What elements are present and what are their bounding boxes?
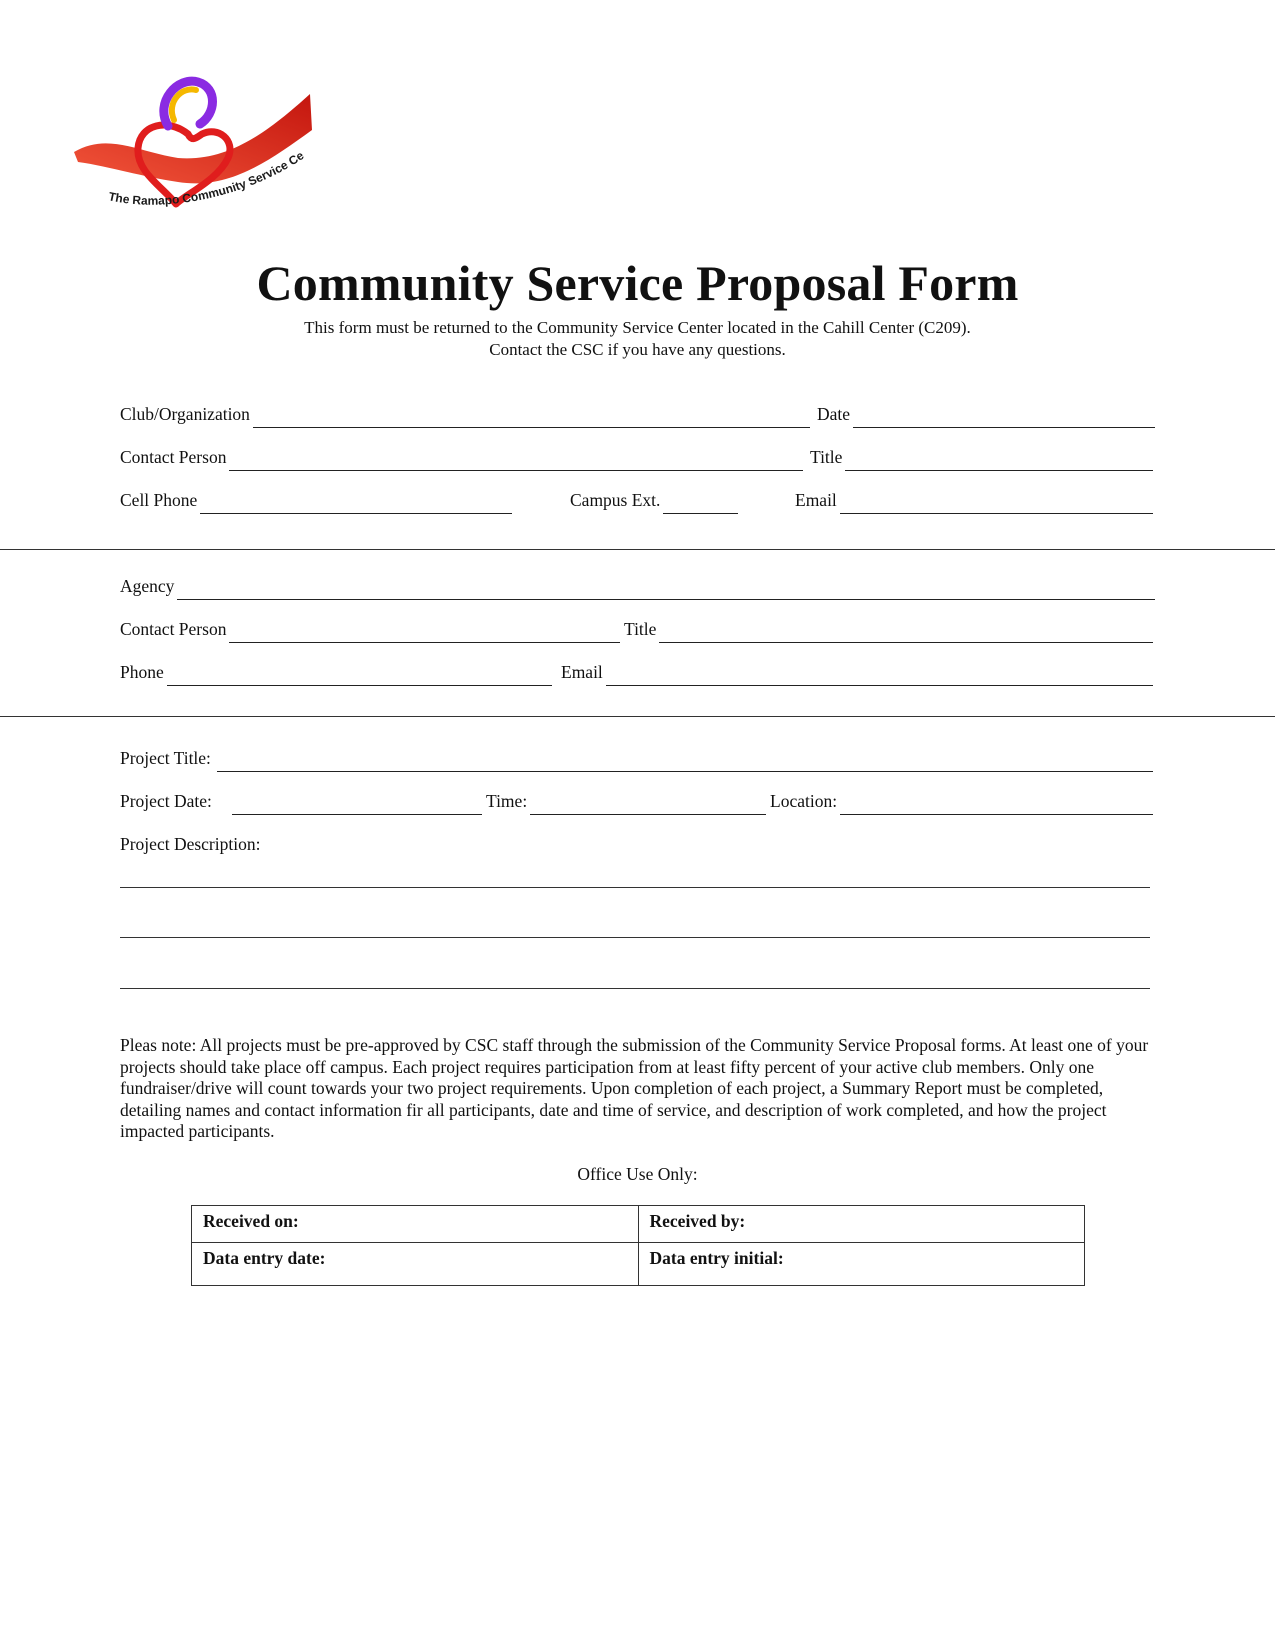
club-campus-ext-label: Campus Ext. xyxy=(570,490,661,510)
club-contact-person-input[interactable] xyxy=(229,452,803,471)
agency-row-2 xyxy=(120,619,1155,643)
project-title-field xyxy=(120,748,1153,772)
club-date-input[interactable] xyxy=(853,409,1155,428)
club-campus-ext-field xyxy=(570,490,738,514)
table-row xyxy=(192,1206,1085,1243)
office-use-heading: Office Use Only: xyxy=(577,1164,698,1184)
subtitle-line-2: Contact the CSC if you have any questions. xyxy=(489,340,786,359)
club-row-3 xyxy=(120,490,1155,514)
club-cell-phone-label: Cell Phone xyxy=(120,490,198,510)
received-by-cell[interactable] xyxy=(638,1206,1085,1243)
club-title-label: Title xyxy=(810,447,843,467)
subtitle-line-1: This form must be returned to the Community Service Center located in the Cahill Center (C209). xyxy=(304,318,971,337)
received-on-cell[interactable] xyxy=(192,1206,639,1243)
club-title-input[interactable] xyxy=(845,452,1153,471)
club-contact-person-label: Contact Person xyxy=(120,447,227,467)
project-description-label: Project Description: xyxy=(120,834,261,854)
agency-email-field xyxy=(561,662,1153,686)
club-contact-person-field xyxy=(120,447,803,471)
page-title: Community Service Proposal Form xyxy=(256,255,1019,311)
project-title-label: Project Title: xyxy=(120,748,211,768)
project-description-field xyxy=(120,834,520,858)
project-location-label: Location: xyxy=(770,791,838,811)
agency-phone-input[interactable] xyxy=(167,667,552,686)
agency-title-label: Title xyxy=(624,619,657,639)
agency-input[interactable] xyxy=(177,581,1155,600)
table-row xyxy=(192,1243,1085,1286)
agency-row-1 xyxy=(120,576,1155,600)
ramapo-logo xyxy=(68,62,328,237)
project-date-input[interactable] xyxy=(232,796,482,815)
project-row-1 xyxy=(120,748,1155,772)
club-email-input[interactable] xyxy=(840,495,1153,514)
agency-title-input[interactable] xyxy=(659,624,1153,643)
policy-note: Pleas note: All projects must be pre-approved by CSC staff through the submission of the Community Service Proposal forms. At least one of your projects should take place off campus. Each project requires participation from at least fifty percent of your active club members. Only one fundraiser/drive will count towards your two project requirements. Upon completion of each project, a Summary Report must be completed, detailing names and contact information fir all participants, date and time of service, and description of work completed, and how the project impacted participants. xyxy=(120,1035,1149,1141)
agency-label: Agency xyxy=(120,576,175,596)
agency-contact-person-input[interactable] xyxy=(229,624,620,643)
project-date-field xyxy=(120,791,482,815)
club-campus-ext-input[interactable] xyxy=(663,495,738,514)
office-use-table xyxy=(191,1205,1085,1286)
project-time-input[interactable] xyxy=(530,796,766,815)
club-row-1 xyxy=(120,404,1155,428)
data-entry-initial-label: Data entry initial: xyxy=(649,1248,784,1268)
agency-title-field xyxy=(624,619,1153,643)
project-location-input[interactable] xyxy=(840,796,1153,815)
club-organization-label: Club/Organization xyxy=(120,404,250,424)
project-description-line-2[interactable] xyxy=(120,937,1150,938)
project-row-3 xyxy=(120,834,1155,858)
project-title-input[interactable] xyxy=(217,753,1153,772)
club-title-field xyxy=(810,447,1153,471)
club-organization-input[interactable] xyxy=(253,409,810,428)
agency-contact-person-field xyxy=(120,619,620,643)
club-date-field xyxy=(817,404,1155,428)
agency-contact-person-label: Contact Person xyxy=(120,619,227,639)
club-date-label: Date xyxy=(817,404,851,424)
svg-text:The Ramapo Community Service C: The Ramapo Community Service Ce xyxy=(107,148,307,208)
section-divider-2 xyxy=(0,716,1275,717)
club-organization-field xyxy=(120,404,810,428)
received-by-label: Received by: xyxy=(649,1211,746,1231)
agency-email-label: Email xyxy=(561,662,603,682)
project-location-field xyxy=(770,791,1153,815)
club-email-label: Email xyxy=(795,490,837,510)
data-entry-date-label: Data entry date: xyxy=(203,1248,326,1268)
agency-phone-label: Phone xyxy=(120,662,164,682)
agency-phone-field xyxy=(120,662,552,686)
project-date-label: Project Date: xyxy=(120,791,212,811)
project-time-label: Time: xyxy=(486,791,528,811)
club-row-2 xyxy=(120,447,1155,471)
agency-field xyxy=(120,576,1155,600)
data-entry-initial-cell[interactable] xyxy=(638,1243,1085,1286)
agency-row-3 xyxy=(120,662,1155,686)
club-cell-phone-field xyxy=(120,490,512,514)
project-description-line-3[interactable] xyxy=(120,988,1150,989)
club-email-field xyxy=(795,490,1153,514)
project-time-field xyxy=(486,791,766,815)
ramapo-heart-ribbon-logo-icon xyxy=(68,62,328,237)
club-cell-phone-input[interactable] xyxy=(200,495,512,514)
agency-email-input[interactable] xyxy=(606,667,1153,686)
data-entry-date-cell[interactable] xyxy=(192,1243,639,1286)
project-description-line-1[interactable] xyxy=(120,887,1150,888)
section-divider-1 xyxy=(0,549,1275,550)
received-on-label: Received on: xyxy=(203,1211,299,1231)
project-row-2 xyxy=(120,791,1155,815)
